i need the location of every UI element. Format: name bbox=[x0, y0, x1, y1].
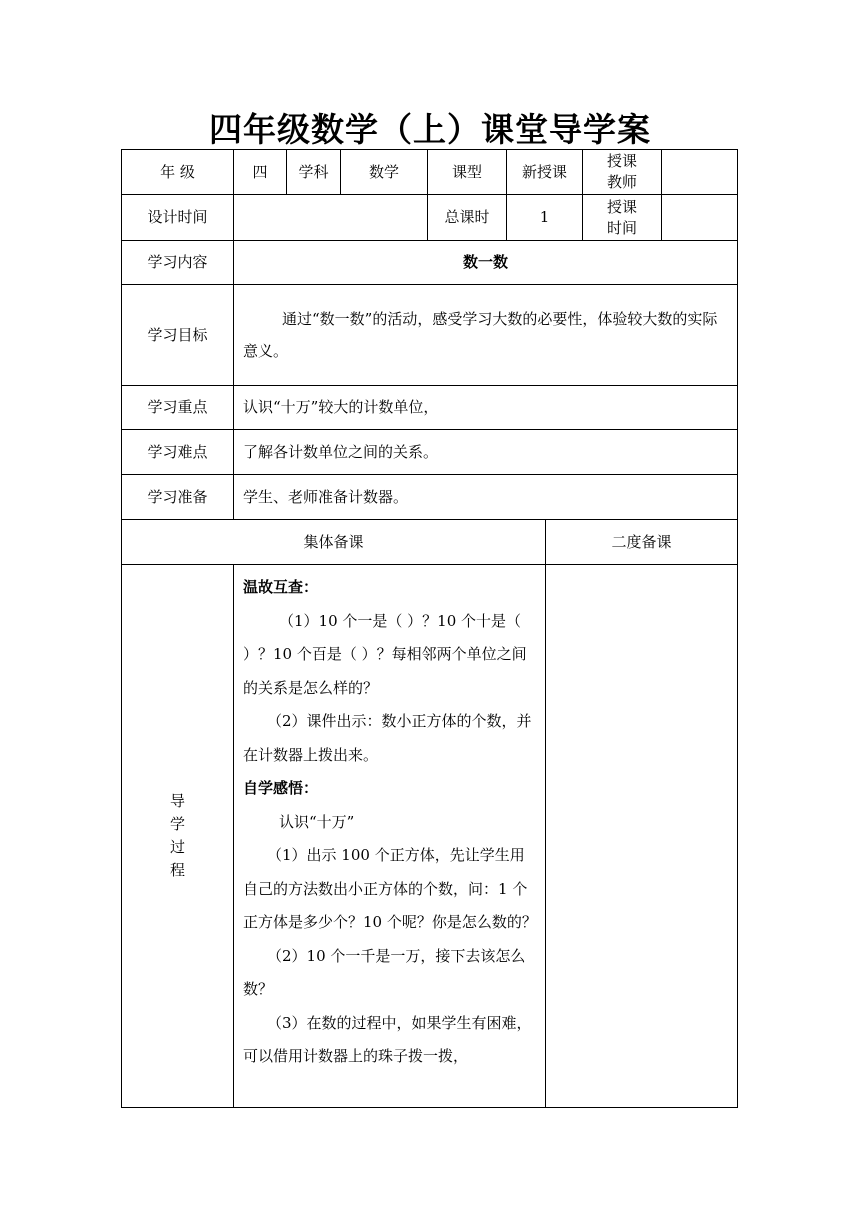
review-heading: 温故互查： bbox=[243, 578, 319, 596]
preparation-value: 学生、老师准备计数器。 bbox=[233, 474, 738, 520]
process-label bbox=[121, 564, 234, 1108]
self-study-intro: 认识“十万” bbox=[279, 812, 355, 831]
self-study-item-1: （1）出示 100 个正方体，先让学生用自己的方法数出小正方体的个数，问：1 个正方体是多少个？10 个呢？你是怎么数的？ bbox=[243, 846, 537, 931]
content-label: 学习内容 bbox=[121, 240, 234, 285]
content-value: 数一数 bbox=[233, 240, 738, 285]
preparation-label: 学习准备 bbox=[121, 474, 234, 520]
subject-label: 学科 bbox=[286, 149, 341, 195]
teacher-value bbox=[661, 149, 738, 195]
total-hours-value: 1 bbox=[506, 194, 583, 241]
self-study-item-3: （3）在数的过程中，如果学生有困难，可以借用计数器上的珠子拨一拨， bbox=[243, 1013, 532, 1065]
design-time-label: 设计时间 bbox=[121, 194, 234, 241]
process-label-char: 学 bbox=[169, 815, 185, 833]
type-label: 课型 bbox=[427, 149, 507, 195]
goal-value: 通过“数一数”的活动，感受学习大数的必要性，体验较大数的实际意义。 bbox=[243, 310, 718, 360]
collective-prep-header: 集体备课 bbox=[121, 519, 546, 565]
process-label-char: 导 bbox=[169, 792, 185, 810]
review-item-1: （1）10 个一是（ ）？10 个十是（ ）？10 个百是（ ）？每相邻两个单位之间的关系是怎么样的？ bbox=[243, 611, 527, 697]
key-point-value: 认识“十万”较大的计数单位， bbox=[233, 385, 738, 430]
difficulty-value: 了解各计数单位之间的关系。 bbox=[233, 429, 738, 475]
self-study-item-2: （2）10 个一千是一万，接下去该怎么数？ bbox=[243, 946, 526, 998]
grade-label: 年 级 bbox=[121, 149, 234, 195]
secondary-prep-header: 二度备课 bbox=[545, 519, 738, 565]
design-time-value bbox=[233, 194, 428, 241]
class-time-value bbox=[661, 194, 738, 241]
review-item-2: （2）课件出示：数小正方体的个数，并在计数器上拨出来。 bbox=[243, 712, 532, 764]
secondary-prep-notes bbox=[545, 564, 738, 1108]
type-value: 新授课 bbox=[506, 149, 583, 195]
total-hours-label: 总课时 bbox=[427, 194, 507, 241]
goal-label: 学习目标 bbox=[121, 284, 234, 386]
process-label-char: 程 bbox=[169, 861, 185, 879]
grade-value: 四 bbox=[233, 149, 287, 195]
self-study-heading: 自学感悟： bbox=[243, 779, 319, 797]
class-time-label: 授课时间 bbox=[582, 194, 662, 241]
key-point-label: 学习重点 bbox=[121, 385, 234, 430]
page-title: 四年级数学（上）课堂导学案 bbox=[209, 110, 651, 149]
process-content bbox=[233, 564, 546, 1108]
process-label-char: 过 bbox=[169, 838, 185, 856]
subject-value: 数学 bbox=[340, 149, 428, 195]
teacher-label: 授课教师 bbox=[582, 149, 662, 195]
lesson-plan-table bbox=[122, 150, 738, 1108]
difficulty-label: 学习难点 bbox=[121, 429, 234, 475]
goal-cell bbox=[233, 284, 738, 386]
